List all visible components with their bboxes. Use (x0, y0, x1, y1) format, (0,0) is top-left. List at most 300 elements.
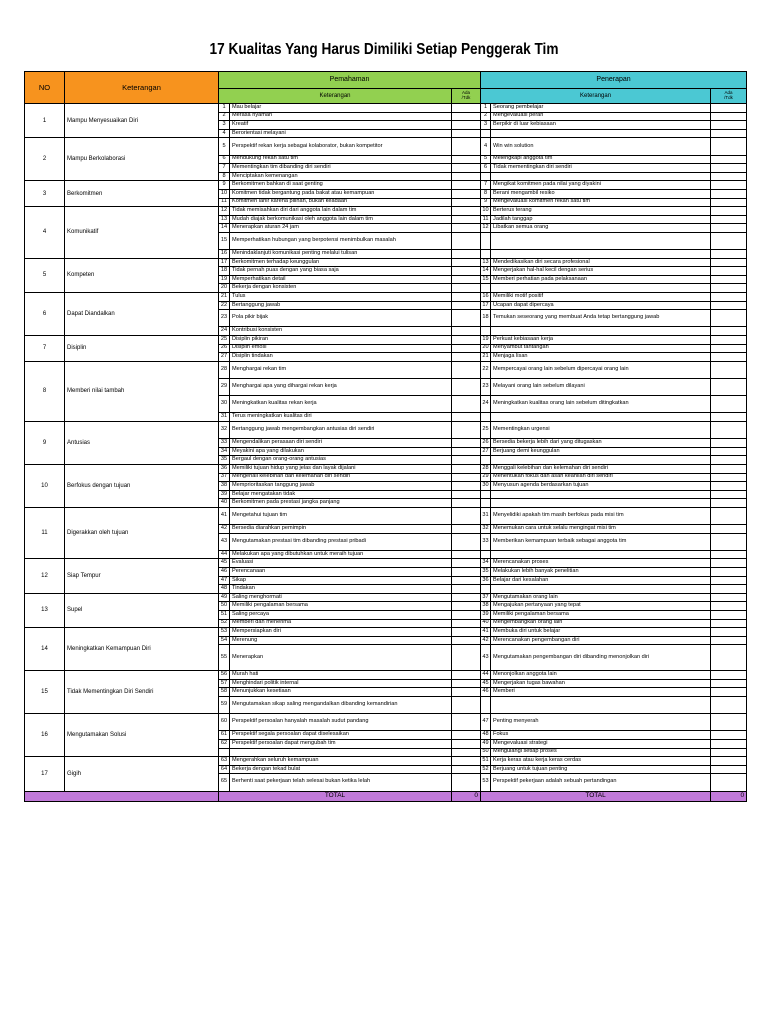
pemahaman-number: 61 (219, 731, 230, 740)
penerapan-ada-cell[interactable] (711, 757, 747, 766)
pemahaman-text: Perspektif persoalan dapat mengubah tim (230, 739, 452, 748)
penerapan-number: 6 (481, 164, 491, 173)
pemahaman-number: 14 (219, 224, 230, 233)
penerapan-text (491, 696, 711, 713)
penerapan-ada-cell[interactable] (711, 129, 747, 138)
pemahaman-ada-cell[interactable] (452, 456, 481, 465)
pemahaman-ada-cell[interactable] (452, 189, 481, 198)
pemahaman-text: Evaluasi (230, 559, 452, 568)
pemahaman-ada-cell[interactable] (452, 568, 481, 577)
pemahaman-text: Menerapkan aturan 24 jam (230, 224, 452, 233)
quality-name: Digerakkan oleh tujuan (65, 507, 219, 559)
pemahaman-text: Menunjukkan kesetiaan (230, 688, 452, 697)
pemahaman-ada-cell[interactable] (452, 284, 481, 293)
penerapan-ada-cell[interactable] (711, 121, 747, 130)
penerapan-text: Berjuang untuk tujuan penting (491, 765, 711, 774)
group-number: 10 (25, 464, 65, 507)
pemahaman-ada-cell[interactable] (452, 765, 481, 774)
penerapan-ada-cell[interactable] (711, 224, 747, 233)
penerapan-ada-cell[interactable] (711, 164, 747, 173)
pemahaman-ada-cell[interactable] (452, 748, 481, 757)
pemahaman-text: Merenung (230, 636, 452, 645)
penerapan-text: Mengevaluasi strategi (491, 739, 711, 748)
pemahaman-number: 9 (219, 181, 230, 190)
pemahaman-ada-cell[interactable] (452, 550, 481, 559)
pemahaman-number: 5 (219, 138, 230, 155)
pemahaman-number: 29 (219, 379, 230, 396)
pemahaman-number: 13 (219, 215, 230, 224)
penerapan-ada-cell[interactable] (711, 568, 747, 577)
pemahaman-ada-cell[interactable] (452, 198, 481, 207)
table-row (25, 714, 747, 731)
total-value-pemahaman: 0 (452, 791, 481, 801)
pemahaman-text: Menghargai apa yang dihargai rekan kerja (230, 379, 452, 396)
penerapan-ada-cell[interactable] (711, 396, 747, 413)
penerapan-text (491, 232, 711, 249)
pemahaman-text: Berorientasi melayani (230, 129, 452, 138)
penerapan-text: Mengulangi setiap proses (491, 748, 711, 757)
penerapan-text (491, 499, 711, 508)
group-number: 5 (25, 258, 65, 292)
penerapan-ada-cell[interactable] (711, 499, 747, 508)
pemahaman-ada-cell[interactable] (452, 499, 481, 508)
penerapan-ada-cell[interactable] (711, 473, 747, 482)
pemahaman-text: Bertanggung jawab mengembangkan antusias diri sendiri (230, 421, 452, 438)
penerapan-ada-cell[interactable] (711, 344, 747, 353)
pemahaman-number: 34 (219, 447, 230, 456)
pemahaman-ada-cell[interactable] (452, 636, 481, 645)
pemahaman-number: 10 (219, 189, 230, 198)
table-row (25, 207, 747, 216)
penerapan-number: 29 (481, 473, 491, 482)
header-pemahaman-ada: Ada /Tdk (452, 89, 481, 104)
table-row (25, 671, 747, 680)
penerapan-text: Jadilah tanggap (491, 215, 711, 224)
pemahaman-text: Saling percaya (230, 611, 452, 620)
penerapan-number: 50 (481, 748, 491, 757)
pemahaman-ada-cell[interactable] (452, 215, 481, 224)
pemahaman-ada-cell[interactable] (452, 172, 481, 181)
penerapan-ada-cell[interactable] (711, 138, 747, 155)
quality-name: Mampu Berkolaborasi (65, 138, 219, 181)
table-row (25, 361, 747, 378)
pemahaman-ada-cell[interactable] (452, 267, 481, 276)
pemahaman-ada-cell[interactable] (452, 138, 481, 155)
group-number: 13 (25, 593, 65, 627)
pemahaman-number: 21 (219, 293, 230, 302)
pemahaman-text: Mengetahui tujuan tim (230, 507, 452, 524)
pemahaman-ada-cell[interactable] (452, 344, 481, 353)
penerapan-ada-cell[interactable] (711, 258, 747, 267)
pemahaman-number: 64 (219, 765, 230, 774)
penerapan-text: Memiliki motif positif (491, 293, 711, 302)
penerapan-ada-cell[interactable] (711, 731, 747, 740)
pemahaman-ada-cell[interactable] (452, 473, 481, 482)
pemahaman-text: Melakukan apa yang dibutuhkan untuk meraih tujuan (230, 550, 452, 559)
table-row (25, 181, 747, 190)
penerapan-ada-cell[interactable] (711, 533, 747, 550)
penerapan-number: 30 (481, 482, 491, 491)
pemahaman-ada-cell[interactable] (452, 714, 481, 731)
pemahaman-ada-cell[interactable] (452, 301, 481, 310)
penerapan-text: Memberikan kemampuan terbaik sebagai anggota tim (491, 533, 711, 550)
penerapan-text: Menyelidiki apakah tim masih berfokus pada misi tim (491, 507, 711, 524)
table-row (25, 559, 747, 568)
penerapan-number (481, 129, 491, 138)
pemahaman-ada-cell[interactable] (452, 232, 481, 249)
penerapan-ada-cell[interactable] (711, 189, 747, 198)
pemahaman-ada-cell[interactable] (452, 628, 481, 637)
penerapan-ada-cell[interactable] (711, 361, 747, 378)
penerapan-number (481, 456, 491, 465)
penerapan-ada-cell[interactable] (711, 310, 747, 327)
pemahaman-text: Bekerja dengan konsisten (230, 284, 452, 293)
penerapan-ada-cell[interactable] (711, 181, 747, 190)
penerapan-text (491, 250, 711, 259)
penerapan-ada-cell[interactable] (711, 619, 747, 628)
penerapan-ada-cell[interactable] (711, 215, 747, 224)
group-number: 7 (25, 336, 65, 362)
pemahaman-ada-cell[interactable] (452, 593, 481, 602)
penerapan-ada-cell[interactable] (711, 336, 747, 345)
penerapan-text: Mengevaluasi komitmen rekan satu tim (491, 198, 711, 207)
penerapan-ada-cell[interactable] (711, 421, 747, 438)
pemahaman-ada-cell[interactable] (452, 164, 481, 173)
penerapan-ada-cell[interactable] (711, 490, 747, 499)
header-penerapan-ada: Ada /Tdk (711, 89, 747, 104)
penerapan-number: 51 (481, 757, 491, 766)
quality-name: Antusias (65, 421, 219, 464)
pemahaman-ada-cell[interactable] (452, 679, 481, 688)
pemahaman-text: Komitmen tidak bergantung pada bakat atau kemampuan (230, 189, 452, 198)
table-row (25, 421, 747, 438)
penerapan-ada-cell[interactable] (711, 688, 747, 697)
pemahaman-ada-cell[interactable] (452, 533, 481, 550)
group-number: 3 (25, 181, 65, 207)
penerapan-ada-cell[interactable] (711, 611, 747, 620)
penerapan-ada-cell[interactable] (711, 679, 747, 688)
header-penerapan: Penerapan (481, 72, 747, 89)
pemahaman-ada-cell[interactable] (452, 413, 481, 422)
table-row (25, 104, 747, 113)
pemahaman-ada-cell[interactable] (452, 447, 481, 456)
penerapan-number: 33 (481, 533, 491, 550)
penerapan-ada-cell[interactable] (711, 284, 747, 293)
pemahaman-number: 36 (219, 464, 230, 473)
penerapan-ada-cell[interactable] (711, 774, 747, 791)
penerapan-text (491, 129, 711, 138)
pemahaman-number: 33 (219, 439, 230, 448)
pemahaman-number: 55 (219, 645, 230, 671)
penerapan-text: Mempercayai orang lain sebelum dipercayai orang lain (491, 361, 711, 378)
penerapan-ada-cell[interactable] (711, 714, 747, 731)
penerapan-number: 46 (481, 688, 491, 697)
pemahaman-text: Menciptakan kemenangan (230, 172, 452, 181)
penerapan-text: Perspektif pekerjaan adalah sebuah pertandingan (491, 774, 711, 791)
pemahaman-ada-cell[interactable] (452, 611, 481, 620)
penerapan-ada-cell[interactable] (711, 696, 747, 713)
penerapan-ada-cell[interactable] (711, 765, 747, 774)
pemahaman-number: 65 (219, 774, 230, 791)
pemahaman-number: 51 (219, 611, 230, 620)
penerapan-ada-cell[interactable] (711, 636, 747, 645)
pemahaman-number: 47 (219, 576, 230, 585)
penerapan-ada-cell[interactable] (711, 748, 747, 757)
pemahaman-ada-cell[interactable] (452, 310, 481, 327)
pemahaman-ada-cell[interactable] (452, 559, 481, 568)
pemahaman-text: Menghargai rekan tim (230, 361, 452, 378)
penerapan-text: Memberi (491, 688, 711, 697)
penerapan-ada-cell[interactable] (711, 275, 747, 284)
penerapan-text: Melengkapi anggota tim (491, 155, 711, 164)
pemahaman-number: 1 (219, 104, 230, 113)
pemahaman-ada-cell[interactable] (452, 619, 481, 628)
pemahaman-ada-cell[interactable] (452, 774, 481, 791)
pemahaman-ada-cell[interactable] (452, 155, 481, 164)
penerapan-number: 11 (481, 215, 491, 224)
penerapan-ada-cell[interactable] (711, 353, 747, 362)
penerapan-text: Seorang pembelajar (491, 104, 711, 113)
pemahaman-ada-cell[interactable] (452, 129, 481, 138)
penerapan-number: 2 (481, 112, 491, 121)
penerapan-number (481, 172, 491, 181)
pemahaman-number: 37 (219, 473, 230, 482)
pemahaman-ada-cell[interactable] (452, 731, 481, 740)
pemahaman-text: Meyakini apa yang dilakukan (230, 447, 452, 456)
penerapan-number: 43 (481, 645, 491, 671)
penerapan-number: 22 (481, 361, 491, 378)
pemahaman-ada-cell[interactable] (452, 104, 481, 113)
pemahaman-ada-cell[interactable] (452, 275, 481, 284)
quality-name: Siap Tempur (65, 559, 219, 593)
pemahaman-number: 18 (219, 267, 230, 276)
penerapan-text: Mengevaluasi peran (491, 112, 711, 121)
penerapan-ada-cell[interactable] (711, 585, 747, 594)
pemahaman-number: 62 (219, 739, 230, 748)
penerapan-ada-cell[interactable] (711, 232, 747, 249)
penerapan-ada-cell[interactable] (711, 198, 747, 207)
penerapan-text: Mementingkan urgensi (491, 421, 711, 438)
pemahaman-number: 63 (219, 757, 230, 766)
pemahaman-text: Mengendalikan perasaan diri sendiri (230, 439, 452, 448)
pemahaman-ada-cell[interactable] (452, 482, 481, 491)
total-row (25, 791, 747, 801)
penerapan-ada-cell[interactable] (711, 301, 747, 310)
penerapan-text: Merencanakan pengembangan diri (491, 636, 711, 645)
penerapan-ada-cell[interactable] (711, 327, 747, 336)
penerapan-ada-cell[interactable] (711, 456, 747, 465)
penerapan-number: 25 (481, 421, 491, 438)
pemahaman-ada-cell[interactable] (452, 602, 481, 611)
pemahaman-ada-cell[interactable] (452, 207, 481, 216)
penerapan-text: Merencanakan proses (491, 559, 711, 568)
penerapan-ada-cell[interactable] (711, 447, 747, 456)
pemahaman-number: 25 (219, 336, 230, 345)
penerapan-text: Mengerjakan tugas bawahan (491, 679, 711, 688)
pemahaman-ada-cell[interactable] (452, 258, 481, 267)
pemahaman-ada-cell[interactable] (452, 490, 481, 499)
penerapan-number: 36 (481, 576, 491, 585)
penerapan-ada-cell[interactable] (711, 112, 747, 121)
pemahaman-text: Menerapkan (230, 645, 452, 671)
pemahaman-text (230, 748, 452, 757)
penerapan-ada-cell[interactable] (711, 645, 747, 671)
pemahaman-number: 56 (219, 671, 230, 680)
penerapan-text: Menyambut tantangan (491, 344, 711, 353)
penerapan-text (491, 490, 711, 499)
group-number: 8 (25, 361, 65, 421)
pemahaman-text: Disiplin emosi (230, 344, 452, 353)
penerapan-text (491, 585, 711, 594)
pemahaman-number: 12 (219, 207, 230, 216)
penerapan-ada-cell[interactable] (711, 439, 747, 448)
penerapan-text: Menonjolkan anggota lain (491, 671, 711, 680)
pemahaman-ada-cell[interactable] (452, 224, 481, 233)
penerapan-ada-cell[interactable] (711, 602, 747, 611)
pemahaman-ada-cell[interactable] (452, 379, 481, 396)
penerapan-number: 37 (481, 593, 491, 602)
pemahaman-text: Perencanaan (230, 568, 452, 577)
penerapan-number: 40 (481, 619, 491, 628)
pemahaman-text: Kontribusi konsisten (230, 327, 452, 336)
pemahaman-ada-cell[interactable] (452, 739, 481, 748)
pemahaman-text: Mengutamakan sikap saling mengandalkan dibanding kemandirian (230, 696, 452, 713)
pemahaman-text: Memiliki pengalaman bersama (230, 602, 452, 611)
penerapan-ada-cell[interactable] (711, 155, 747, 164)
penerapan-number: 41 (481, 628, 491, 637)
pemahaman-ada-cell[interactable] (452, 396, 481, 413)
penerapan-ada-cell[interactable] (711, 104, 747, 113)
pemahaman-text: Mengerahkan seluruh kemampuan (230, 757, 452, 766)
pemahaman-ada-cell[interactable] (452, 250, 481, 259)
pemahaman-number: 31 (219, 413, 230, 422)
pemahaman-number: 42 (219, 525, 230, 534)
document-title: 17 Kualitas Yang Harus Dimiliki Setiap Penggerak Tim (209, 41, 559, 58)
pemahaman-text: Disiplin tindakan (230, 353, 452, 362)
pemahaman-ada-cell[interactable] (452, 112, 481, 121)
pemahaman-number: 49 (219, 593, 230, 602)
pemahaman-ada-cell[interactable] (452, 361, 481, 378)
penerapan-ada-cell[interactable] (711, 250, 747, 259)
penerapan-ada-cell[interactable] (711, 628, 747, 637)
penerapan-ada-cell[interactable] (711, 507, 747, 524)
penerapan-number: 4 (481, 138, 491, 155)
header-penerapan-keterangan: Keterangan (481, 89, 711, 104)
pemahaman-ada-cell[interactable] (452, 645, 481, 671)
pemahaman-number: 38 (219, 482, 230, 491)
quality-name: Supel (65, 593, 219, 627)
pemahaman-text: Mementingkan tim dibanding diri sendiri (230, 164, 452, 173)
penerapan-text: Mengikat komitmen pada nilai yang diyakini (491, 181, 711, 190)
pemahaman-ada-cell[interactable] (452, 757, 481, 766)
penerapan-text: Berterus terang (491, 207, 711, 216)
quality-name: Berkomitmen (65, 181, 219, 207)
pemahaman-number: 54 (219, 636, 230, 645)
penerapan-text (491, 413, 711, 422)
pemahaman-ada-cell[interactable] (452, 576, 481, 585)
pemahaman-ada-cell[interactable] (452, 353, 481, 362)
penerapan-ada-cell[interactable] (711, 293, 747, 302)
pemahaman-text: Saling menghormati (230, 593, 452, 602)
quality-name: Mengutamakan Solusi (65, 714, 219, 757)
qualities-table (24, 71, 747, 802)
group-number: 12 (25, 559, 65, 593)
pemahaman-ada-cell[interactable] (452, 421, 481, 438)
penerapan-number: 21 (481, 353, 491, 362)
pemahaman-ada-cell[interactable] (452, 336, 481, 345)
penerapan-text: Melakukan lebih banyak penelitian (491, 568, 711, 577)
quality-name: Gigih (65, 757, 219, 791)
pemahaman-ada-cell[interactable] (452, 696, 481, 713)
group-number: 15 (25, 671, 65, 714)
penerapan-ada-cell[interactable] (711, 464, 747, 473)
pemahaman-ada-cell[interactable] (452, 585, 481, 594)
penerapan-number: 24 (481, 396, 491, 413)
quality-name: Mampu Menyesuaikan Diri (65, 104, 219, 138)
pemahaman-ada-cell[interactable] (452, 525, 481, 534)
penerapan-ada-cell[interactable] (711, 207, 747, 216)
pemahaman-ada-cell[interactable] (452, 181, 481, 190)
pemahaman-text: Memprioritaskan tanggung jawab (230, 482, 452, 491)
penerapan-ada-cell[interactable] (711, 739, 747, 748)
penerapan-ada-cell[interactable] (711, 576, 747, 585)
pemahaman-ada-cell[interactable] (452, 439, 481, 448)
penerapan-text: Berpikir di luar kebiasaan (491, 121, 711, 130)
pemahaman-ada-cell[interactable] (452, 464, 481, 473)
penerapan-number (481, 696, 491, 713)
penerapan-ada-cell[interactable] (711, 525, 747, 534)
penerapan-number: 39 (481, 611, 491, 620)
pemahaman-ada-cell[interactable] (452, 671, 481, 680)
table-row (25, 464, 747, 473)
quality-name: Disiplin (65, 336, 219, 362)
pemahaman-ada-cell[interactable] (452, 121, 481, 130)
penerapan-number (481, 327, 491, 336)
pemahaman-ada-cell[interactable] (452, 507, 481, 524)
pemahaman-text: Bersedia diarahkan pemimpin (230, 525, 452, 534)
pemahaman-number: 58 (219, 688, 230, 697)
pemahaman-ada-cell[interactable] (452, 327, 481, 336)
pemahaman-text: Meningkatkan kualitas rekan kerja (230, 396, 452, 413)
penerapan-text (491, 550, 711, 559)
pemahaman-ada-cell[interactable] (452, 688, 481, 697)
total-value-penerapan: 0 (711, 791, 747, 801)
total-label-penerapan: TOTAL (481, 791, 711, 801)
penerapan-text: Fokus (491, 731, 711, 740)
penerapan-number: 8 (481, 189, 491, 198)
penerapan-ada-cell[interactable] (711, 172, 747, 181)
penerapan-ada-cell[interactable] (711, 267, 747, 276)
group-number: 14 (25, 628, 65, 671)
penerapan-number: 28 (481, 464, 491, 473)
pemahaman-ada-cell[interactable] (452, 293, 481, 302)
pemahaman-text: Menindaklanjuti komunikasi penting melalui tulisan (230, 250, 452, 259)
penerapan-ada-cell[interactable] (711, 671, 747, 680)
pemahaman-number: 8 (219, 172, 230, 181)
pemahaman-number: 57 (219, 679, 230, 688)
penerapan-ada-cell[interactable] (711, 593, 747, 602)
quality-name: Memberi nilai tambah (65, 361, 219, 421)
pemahaman-text: Memiliki tujuan hidup yang jelas dan layak dijalani (230, 464, 452, 473)
penerapan-ada-cell[interactable] (711, 482, 747, 491)
pemahaman-text: Perspektif rekan kerja sebagai kolaborator, bukan kompetitor (230, 138, 452, 155)
penerapan-number: 44 (481, 671, 491, 680)
penerapan-ada-cell[interactable] (711, 379, 747, 396)
penerapan-ada-cell[interactable] (711, 550, 747, 559)
penerapan-number: 45 (481, 679, 491, 688)
penerapan-ada-cell[interactable] (711, 413, 747, 422)
penerapan-ada-cell[interactable] (711, 559, 747, 568)
